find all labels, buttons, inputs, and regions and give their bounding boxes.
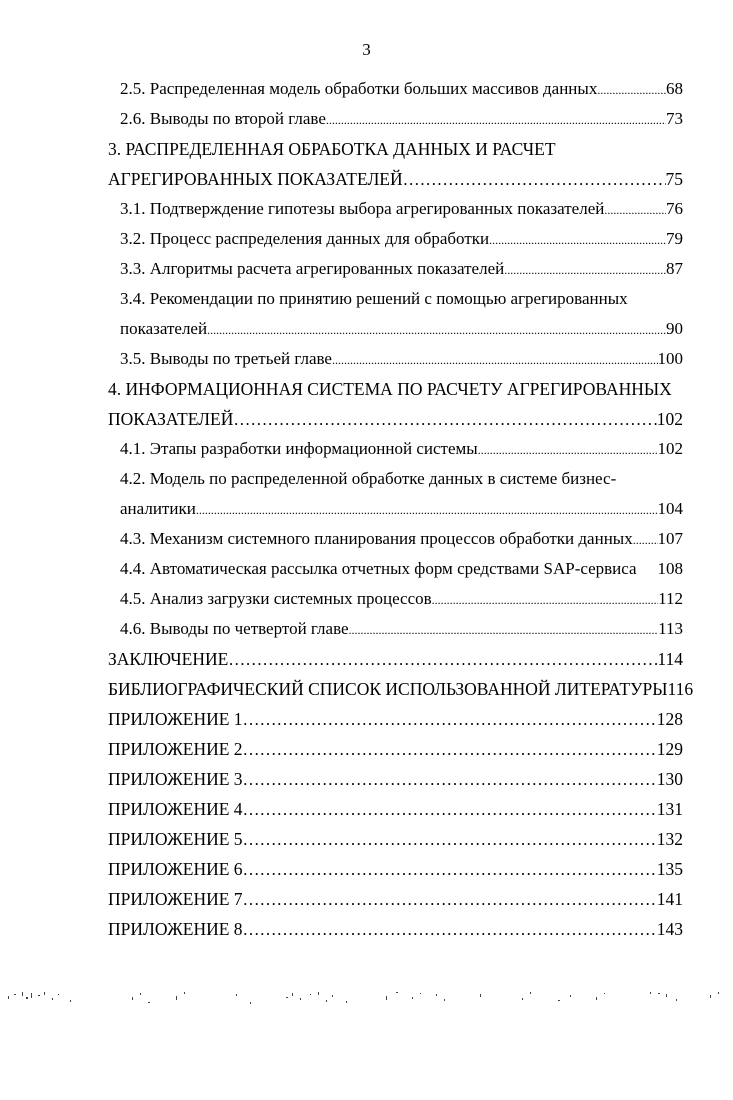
toc-entry [108,434,683,464]
toc-entry-title: 2.5. Распределенная модель обработки больших массивов данных [120,79,598,98]
dot-leader [478,434,658,464]
page-number: 3 [362,40,371,59]
toc-entry [108,524,683,554]
toc-entry-page: 90 [666,319,683,338]
toc-entry-title: 4.4. Автоматическая рассылка отчетных форм средствами SAP-сервиса [120,559,637,578]
toc-entry-title: 3.3. Алгоритмы расчета агрегированных показателей [120,259,505,278]
toc-entry [108,254,683,284]
dot-leader [243,854,657,884]
toc-entry-title: 4.6. Выводы по четвертой главе [120,619,349,638]
toc-entry-page: 113 [658,619,683,638]
toc-entry-title: 3.1. Подтверждение гипотезы выбора агрегированных показателей [120,199,605,218]
toc-entry-title: 3.2. Процесс распределения данных для обработки [120,229,490,248]
toc-entry [108,644,683,674]
dot-leader [504,254,666,284]
toc-entry [108,494,683,524]
toc-entry-title: ЗАКЛЮЧЕНИЕ [108,649,229,669]
dot-leader [243,824,657,854]
toc-entry-page: 141 [656,889,683,909]
toc-entry [108,734,683,764]
dot-leader [349,614,659,644]
toc-entry-title: 4.5. Анализ загрузки системных процессов [120,589,432,608]
toc-entry [108,914,683,944]
dot-leader [228,644,657,674]
toc-entry-page: 129 [656,739,683,759]
toc-entry [108,764,683,794]
toc-entry-title: ПРИЛОЖЕНИЕ 3 [108,769,243,789]
toc-entry [108,794,683,824]
toc-entry [108,194,683,224]
toc-entry [108,614,683,644]
toc-entry [108,464,683,494]
toc-entry-title: ПРИЛОЖЕНИЕ 2 [108,739,243,759]
toc-entry-page: 116 [667,679,694,699]
toc-entry [108,404,683,434]
toc-entry-page: 143 [656,919,683,939]
toc-entry-page: 132 [656,829,683,849]
toc-entry-title: 4. ИНФОРМАЦИОННАЯ СИСТЕМА ПО РАСЧЕТУ АГРЕГИРОВАННЫХ [108,379,672,399]
toc-entry [108,74,683,104]
toc-entry [108,554,683,584]
dot-leader [637,554,658,584]
dot-leader [604,194,666,224]
toc-entry-page: 76 [666,199,683,218]
toc-entry [108,284,683,314]
dot-leader [432,584,658,614]
toc-entry-page: 68 [666,79,683,98]
toc-entry-title: ПРИЛОЖЕНИЕ 5 [108,829,243,849]
toc-entry-title: 3.4. Рекомендации по принятию решений с помощью агрегированных [120,289,628,308]
toc-entry-title: 3. РАСПРЕДЕЛЕННАЯ ОБРАБОТКА ДАННЫХ И РАСЧЕТ [108,139,556,159]
dot-leader [207,314,666,344]
toc-entry-page: 75 [665,169,683,189]
dot-leader [633,524,658,554]
toc-entry-title: показателей [120,319,208,338]
toc-entry-page: 135 [656,859,683,879]
toc-entry-title: АГРЕГИРОВАННЫХ ПОКАЗАТЕЛЕЙ [108,169,403,189]
dot-leader [403,164,666,194]
toc-entry-page: 107 [657,529,683,548]
toc-entry-title: ПОКАЗАТЕЛЕЙ [108,409,234,429]
dot-leader [243,794,657,824]
scan-noise [0,988,733,1018]
toc-entry-page: 102 [656,409,683,429]
toc-entry-page: 102 [657,439,683,458]
toc-entry [108,824,683,854]
toc-entry [108,704,683,734]
toc-entry-title: аналитики [120,499,196,518]
toc-entry-title: ПРИЛОЖЕНИЕ 6 [108,859,243,879]
toc-entry [108,224,683,254]
toc-entry [108,104,683,134]
toc-entry [108,854,683,884]
toc-entry-page: 104 [657,499,683,518]
toc-entry [108,674,694,704]
dot-leader [243,764,657,794]
toc-entry [108,314,683,344]
toc-entry-title: 3.5. Выводы по третьей главе [120,349,332,368]
toc-entry-page: 131 [656,799,683,819]
toc-entry-page: 79 [666,229,683,248]
toc-entry-title: 2.6. Выводы по второй главе [120,109,326,128]
toc-entry-page: 128 [656,709,683,729]
dot-leader [233,404,656,434]
toc-entry-page: 130 [656,769,683,789]
dot-leader [332,344,658,374]
toc-entry-page: 114 [657,649,683,669]
toc-entry [108,164,683,194]
dot-leader [243,734,657,764]
dot-leader [243,914,657,944]
toc-entry-title: ПРИЛОЖЕНИЕ 7 [108,889,243,909]
dot-leader [597,74,666,104]
toc-entry [108,344,683,374]
toc-entry [108,134,683,164]
toc-entry-page: 87 [666,259,683,278]
toc-entry-title: ПРИЛОЖЕНИЕ 8 [108,919,243,939]
dot-leader [489,224,666,254]
dot-leader [196,494,658,524]
toc-entry-page: 108 [657,559,683,578]
table-of-contents [108,74,694,944]
toc-entry-title: ПРИЛОЖЕНИЕ 4 [108,799,243,819]
toc-entry-title: 4.1. Этапы разработки информационной системы [120,439,478,458]
toc-entry [108,884,683,914]
toc-entry-title: 4.3. Механизм системного планирования процессов обработки данных [120,529,633,548]
toc-entry-page: 73 [666,109,683,128]
toc-entry-title: БИБЛИОГРАФИЧЕСКИЙ СПИСОК ИСПОЛЬЗОВАННОЙ ЛИТЕРАТУРЫ [108,679,668,699]
toc-entry-page: 100 [657,349,683,368]
dot-leader [243,704,657,734]
dot-leader [326,104,666,134]
dot-leader [243,884,657,914]
toc-entry [108,374,683,404]
toc-entry-title: ПРИЛОЖЕНИЕ 1 [108,709,243,729]
toc-entry [108,584,683,614]
toc-entry-title: 4.2. Модель по распределенной обработке данных в системе бизнес- [120,469,617,488]
toc-entry-page: 112 [658,589,683,608]
